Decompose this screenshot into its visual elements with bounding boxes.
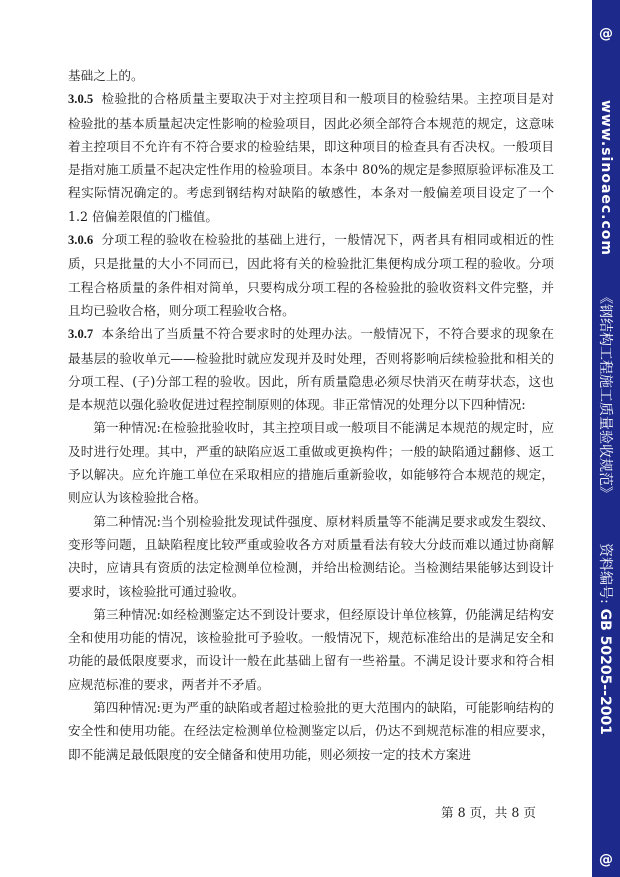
sidebar-document-code xyxy=(596,543,616,735)
clause-3-0-7 xyxy=(68,322,554,416)
clause-number: 3.0.6 xyxy=(68,233,94,248)
paragraph-text: 检验批的合格质量主要取决于对主控项目和一般项目的检验结果。主控项目是对检验批的基本质量起决定性影响的检验项目，因此必须全部符合本规范的规定，这意味着主控项目不允许有不符合要求的检验结果，即这种项目的检查具有否决权。一般项目是指对施工质量不起决定性作用的检验项目。本条中 80%的规定是参照原验评标准及工程实际情况确定的。考虑到钢结构对缺陷的敏感性，本条对一般偏差项目设定了一个 1.2 倍偏差限值的门槛值。 xyxy=(68,91,554,224)
case-two-paragraph xyxy=(68,510,554,603)
clause-number: 3.0.7 xyxy=(68,327,94,342)
clause-3-0-5 xyxy=(68,87,554,228)
paragraph-text: 第二种情况:当个别检验批发现试件强度、原材料质量等不能满足要求或发生裂纹、变形等问题，且缺陷程度比较严重或验收各方对质量看法有较大分歧而难以通过协商解决时，应请具有资质的法定检测单位检测，并给出检测结论。当检测结果能够达到设计要求时，该检验批可通过验收。 xyxy=(68,513,554,599)
paragraph-text: 第一种情况:在检验批验收时，其主控项目或一般项目不能满足本规范的规定时，应及时进行处理。其中，严重的缺陷应返工重做或更换构件；一般的缺陷通过翻修、返工予以解决。应允许施工单位在采取相应的措施后重新验收，如能够符合本规范的规定，则应认为该检验批合格。 xyxy=(68,420,554,506)
case-three-paragraph xyxy=(68,603,554,696)
clause-number: 3.0.5 xyxy=(68,92,94,107)
sidebar-document-title: 《钢结构工程施工质量验收规范》 xyxy=(597,290,613,500)
paragraph-text: 本条给出了当质量不符合要求时的处理办法。一般情况下，不符合要求的现象在最基层的验收单元——检验批时就应发现并及时处理，否则将影响后续检验批和相关的分项工程、(子)分部工程的验收。因此，所有质量隐患必须尽快消灭在萌芽状态，这也是本规范以强化验收促进过程控制原则的体现。非正常情况的处理分以下四种情况: xyxy=(68,326,554,413)
paragraph-text: 第四种情况:更为严重的缺陷或者超过检验批的更大范围内的缺陷，可能影响结构的安全性和使用功能。在经法定检测单位检测鉴定以后，仍达不到规范标准的相应要求，即不能满足最低限度的安全储备和使用功能，则必须按一定的技术方案进 xyxy=(68,700,554,762)
document-body xyxy=(68,64,554,766)
at-icon: @ xyxy=(599,852,613,868)
paragraph-text: 分项工程的验收在检验批的基础上进行，一般情况下，两者具有相同或相近的性质，只是批量的大小不同而已，因此将有关的检验批汇集便构成分项工程的验收。分项工程合格质量的条件相对简单，只要构成分项工程的各检验批的验收资料文件完整，并且均已验收合格，则分项工程验收合格。 xyxy=(68,232,554,318)
case-four-paragraph xyxy=(68,696,554,766)
sidebar-banner xyxy=(592,0,620,877)
document-code-label: 资料编号: xyxy=(597,543,613,604)
case-one-paragraph xyxy=(68,416,554,509)
paragraph-text: 第三种情况:如经检测鉴定达不到设计要求，但经原设计单位核算，仍能满足结构安全和使用功能的情况，该检验批可予验收。一般情况下，规范标准给出的是满足安全和功能的最低限度要求，而设计一般在此基础上留有一些裕量。不满足设计要求和符合相应规范标准的要求，两者并不矛盾。 xyxy=(68,606,554,692)
document-code-value: GB 50205--2001 xyxy=(597,603,613,735)
paragraph-text: 基础之上的。 xyxy=(68,68,144,83)
page-footer: 第 8 页，共 8 页 xyxy=(441,805,537,820)
at-icon: @ xyxy=(599,26,613,42)
paragraph xyxy=(68,64,554,87)
sidebar-url-link[interactable]: www.sinoaec.com xyxy=(598,100,614,257)
clause-3-0-6 xyxy=(68,228,554,322)
